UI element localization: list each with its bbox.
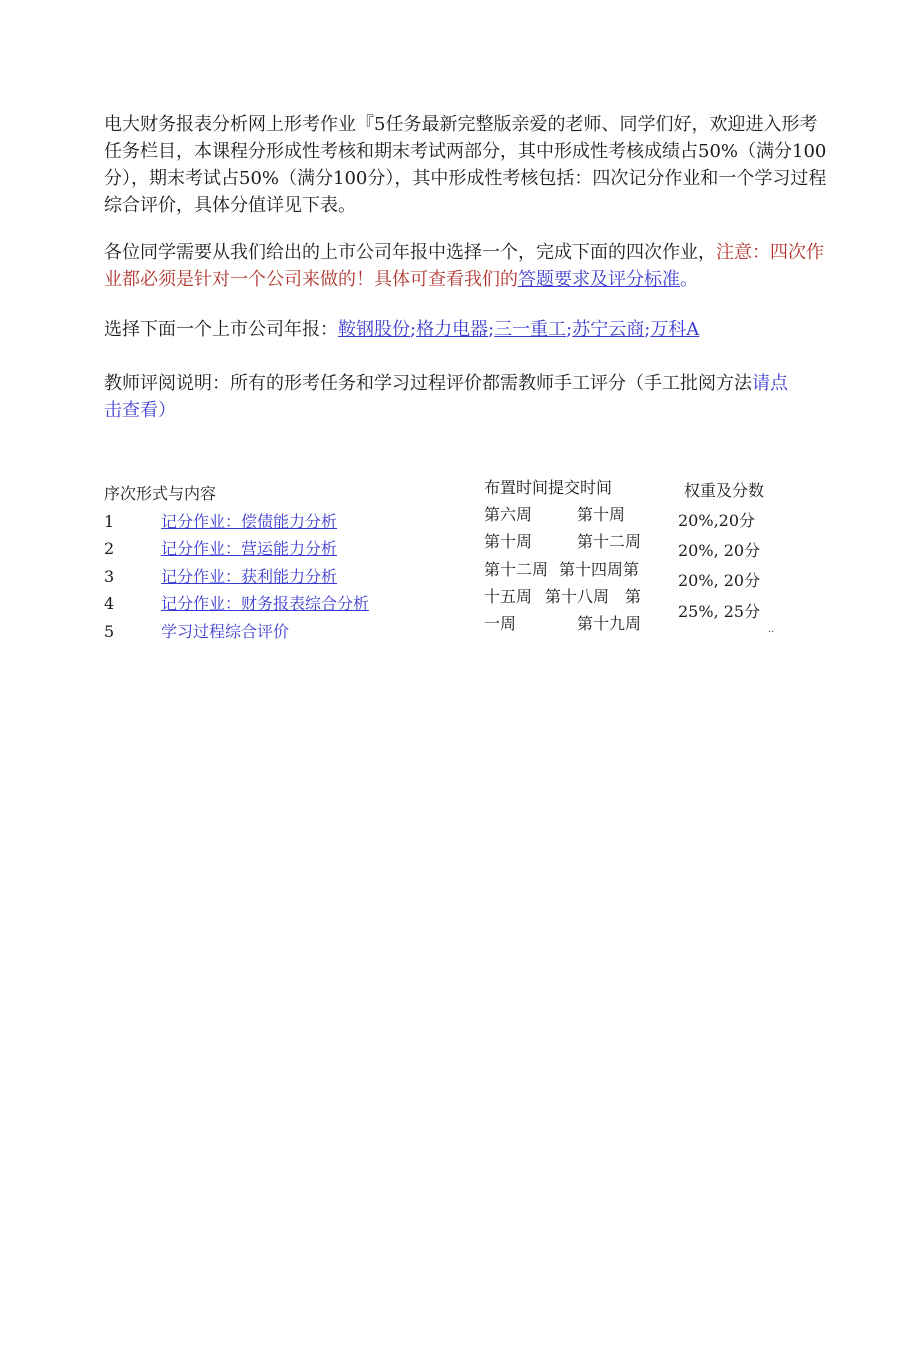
time-submit: 第十四周第 <box>559 560 640 579</box>
assignment-link-profitability[interactable]: 记分作业：获利能力分析 <box>161 567 338 586</box>
company-separator: ; <box>644 319 651 340</box>
notice-paragraph <box>104 239 834 293</box>
weight-value: 20%, 20分 <box>678 541 761 560</box>
table-header-weight: 权重及分数 <box>684 481 765 500</box>
weight-value: 25%, 25分 <box>678 602 761 621</box>
assignment-link-comprehensive[interactable]: 记分作业：财务报表综合分析 <box>161 594 370 613</box>
table-row-number: 5 <box>104 622 115 641</box>
table-header-content: 序次形式与内容 <box>104 484 217 503</box>
table-header-time: 布置时间提交时间 <box>484 478 613 497</box>
notice-warning: 注意：四次作业都必须是针对一个公司来做的！具体可查看我们的 <box>104 242 824 290</box>
teacher-note <box>104 370 804 424</box>
company-separator: ; <box>410 319 417 340</box>
time-assign: 一周 <box>484 614 517 633</box>
time-submit: 第十八周 第 <box>545 587 642 606</box>
time-submit: 第十周 <box>577 505 626 524</box>
notice-text: 各位同学需要从我们给出的上市公司年报中选择一个，完成下面的四次作业， <box>104 242 716 263</box>
table-row-number: 1 <box>104 512 115 531</box>
company-link-angang[interactable]: 鞍钢股份 <box>338 319 410 340</box>
company-link-sany[interactable]: 三一重工 <box>494 319 567 340</box>
time-assign: 第十周 <box>484 532 533 551</box>
company-link-vanke[interactable]: 万科A <box>650 319 700 340</box>
company-separator: ; <box>488 319 495 340</box>
table-row-number: 4 <box>104 594 115 613</box>
company-separator: ; <box>566 319 573 340</box>
table-row-number: 3 <box>104 567 115 586</box>
intro-paragraph <box>104 111 834 219</box>
time-submit: 第十二周 <box>577 532 642 551</box>
company-select-line <box>104 316 834 343</box>
weight-value: 20%,20分 <box>678 511 756 530</box>
company-link-gree[interactable]: 格力电器 <box>416 319 489 340</box>
weight-value: 20%, 20分 <box>678 571 761 590</box>
teacher-note-text: 教师评阅说明：所有的形考任务和学习过程评价都需教师手工评分（手工批阅方法 <box>104 373 752 394</box>
assignment-process-evaluation[interactable]: 学习过程综合评价 <box>161 622 290 641</box>
time-assign: 第六周 <box>484 505 533 524</box>
time-assign: 十五周 <box>484 587 533 606</box>
intro-text: 电大财务报表分析网上形考作业『5任务最新完整版亲爱的老师、同学们好，欢迎进入形考任务栏目，本课程分形成性考核和期末考试两部分，其中形成性考核成绩占50%（满分100分），期末考试占50%（满分100分），其中形成性考核包括：四次记分作业和一个学习过程综合评价，具体分值详见下表。 <box>104 114 827 216</box>
teacher-note-link[interactable]: 请点击查看） <box>104 373 788 421</box>
notice-end: 。 <box>680 269 698 290</box>
time-assign: 第十二周 <box>484 560 549 579</box>
answer-requirements-link[interactable]: 答题要求及评分标准 <box>518 269 680 290</box>
time-submit: 第十九周 <box>577 614 642 633</box>
assignment-link-operation[interactable]: 记分作业：营运能力分析 <box>161 539 338 558</box>
assignment-link-solvency[interactable]: 记分作业：偿债能力分析 <box>161 512 338 531</box>
table-row-number: 2 <box>104 539 115 558</box>
trailing-mark: .. <box>768 624 775 635</box>
company-link-suning[interactable]: 苏宁云商 <box>572 319 645 340</box>
company-select-label: 选择下面一个上市公司年报： <box>104 319 338 340</box>
